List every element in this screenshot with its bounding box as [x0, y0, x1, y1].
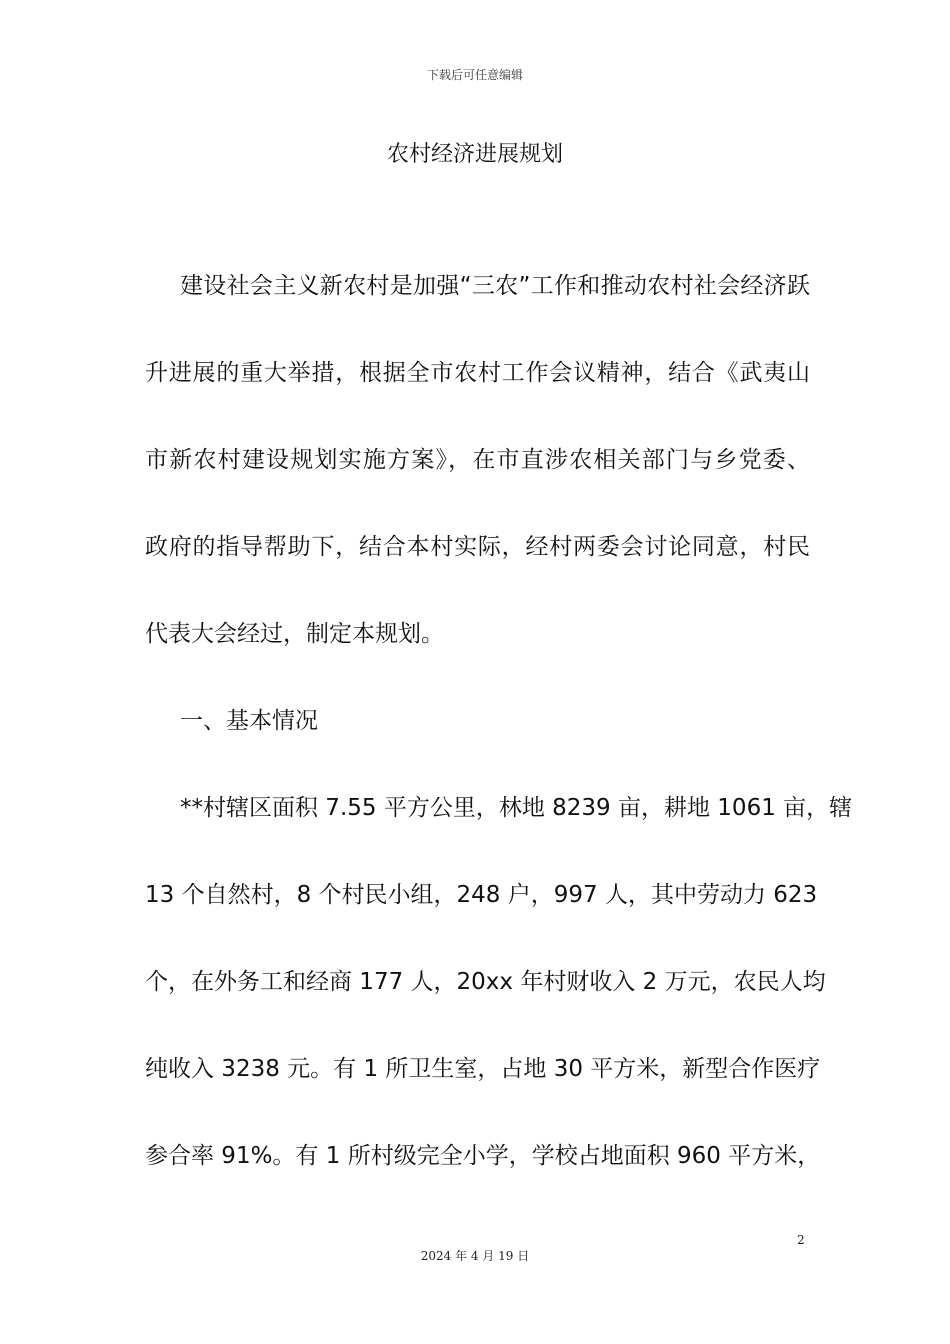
- paragraph-1-line: 市新农村建设规划实施方案》，在市直涉农相关部门与乡党委、: [145, 447, 810, 473]
- paragraph-2-line: **村辖区面积 7.55 平方公里，林地 8239 亩，耕地 1061 亩，辖: [180, 795, 853, 821]
- paragraph-2-line: 参合率 91%。有 1 所村级完全小学，学校占地面积 960 平方米，: [145, 1143, 821, 1169]
- footer-date: 2024 年 4 月 19 日: [420, 1249, 530, 1263]
- paragraph-2-line: 个，在外务工和经商 177 人，20xx 年村财收入 2 万元，农民人均: [145, 969, 826, 995]
- section-heading: 一、基本情况: [180, 708, 318, 734]
- paragraph-1-line: 政府的指导帮助下，结合本村实际，经村两委会讨论同意，村民: [145, 534, 810, 560]
- paragraph-1-line: 建设社会主义新农村是加强“三农”工作和推动农村社会经济跃: [180, 273, 810, 299]
- paragraph-2-line: 纯收入 3238 元。有 1 所卫生室，占地 30 平方米，新型合作医疗: [145, 1056, 821, 1082]
- document-body: [145, 243, 853, 1200]
- page-header-note: 下载后可任意编辑: [426, 68, 523, 82]
- document-title: 农村经济进展规划: [386, 142, 563, 167]
- page-number: 2: [797, 1233, 805, 1247]
- paragraph-2-line: 13 个自然村，8 个村民小组，248 户，997 人，其中劳动力 623: [145, 882, 818, 908]
- paragraph-1-line: 代表大会经过，制定本规划。: [145, 621, 444, 647]
- paragraph-1-line: 升进展的重大举措，根据全市农村工作会议精神，结合《武夷山: [145, 360, 810, 386]
